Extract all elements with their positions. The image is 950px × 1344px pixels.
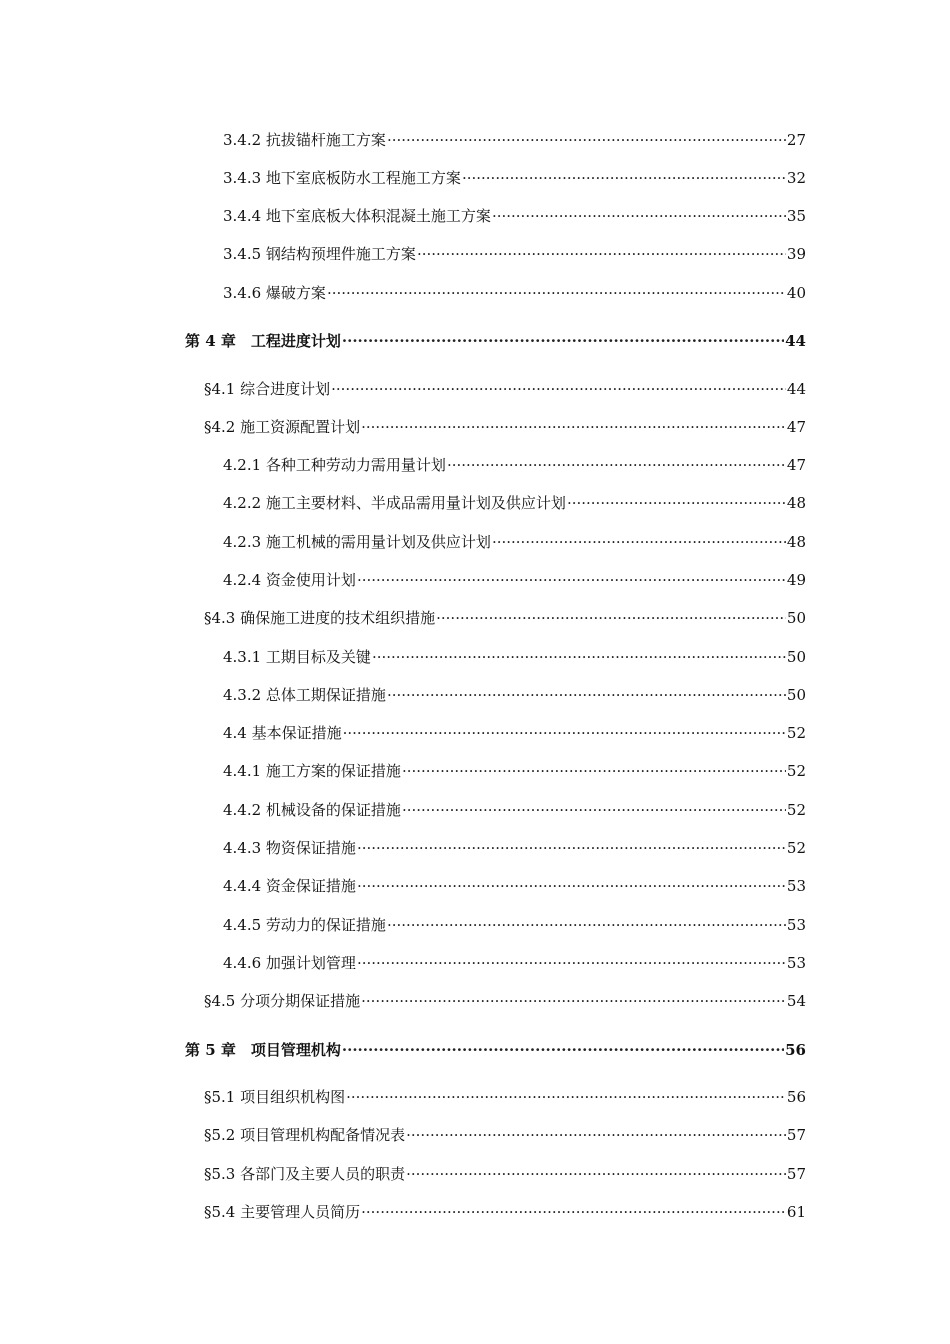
toc-entry [223,283,806,303]
toc-entry [223,647,806,667]
toc-dot-leader [406,1125,786,1145]
toc-dot-leader [492,532,786,552]
toc-section-title: §5.2 项目管理机构配备情况表 [204,1126,406,1144]
toc-entry [223,876,806,896]
toc-section-entry [204,608,806,628]
toc-dot-leader [357,953,786,973]
toc-entry-title: 4.2.4 资金使用计划 [223,571,356,589]
toc-dot-leader [402,761,786,781]
toc-section-entry [204,417,806,437]
toc-entry [223,244,806,264]
toc-entry [223,723,806,743]
toc-chapter-title: 第 5 章 项目管理机构 [185,1041,341,1059]
toc-entry [223,455,806,475]
toc-entry [223,493,806,513]
toc-dot-leader [342,331,784,351]
toc-entry-page: 48 [786,494,806,512]
toc-dot-leader [357,570,786,590]
toc-section-title: §4.3 确保施工进度的技术组织措施 [204,609,436,627]
toc-section-entry [204,1087,806,1107]
toc-entry [223,206,806,226]
toc-entry-page: 40 [786,284,806,302]
toc-entry [223,532,806,552]
toc-entry [223,130,806,150]
toc-chapter-page: 44 [785,332,806,350]
toc-section-entry [204,1125,806,1145]
toc-section-entry [204,1202,806,1222]
toc-dot-leader [567,493,786,513]
toc-section-title: §4.2 施工资源配置计划 [204,418,361,436]
toc-entry-title: 4.4.2 机械设备的保证措施 [223,801,401,819]
toc-entry-page: 27 [786,131,806,149]
toc-entry-page: 53 [786,877,806,895]
toc-dot-leader [343,723,786,743]
toc-dot-leader [387,685,786,705]
toc-section-page: 57 [786,1126,806,1144]
toc-entry-title: 4.4.1 施工方案的保证措施 [223,762,401,780]
toc-section-page: 54 [786,992,806,1010]
toc-entry-page: 48 [786,533,806,551]
toc-dot-leader [436,608,786,628]
toc-entry-page: 52 [786,724,806,742]
toc-section-page: 57 [786,1165,806,1183]
toc-entry-page: 53 [786,954,806,972]
toc-section-page: 61 [786,1203,806,1221]
toc-section-page: 56 [786,1088,806,1106]
toc-entry-title: 3.4.4 地下室底板大体积混凝土施工方案 [223,207,491,225]
toc-dot-leader [361,417,786,437]
toc-section-title: §5.1 项目组织机构图 [204,1088,346,1106]
toc-entry-page: 35 [786,207,806,225]
toc-entry-title: 3.4.5 钢结构预埋件施工方案 [223,245,416,263]
toc-entry-title: 4.4.4 资金保证措施 [223,877,356,895]
toc-dot-leader [402,800,786,820]
toc-dot-leader [327,283,786,303]
toc-dot-leader [406,1164,786,1184]
toc-entry [223,168,806,188]
toc-entry-page: 47 [786,456,806,474]
toc-chapter-page: 56 [785,1041,806,1059]
toc-entry-page: 32 [786,169,806,187]
toc-entry-title: 4.4.5 劳动力的保证措施 [223,916,386,934]
toc-entry-page: 52 [786,762,806,780]
toc-entry-page: 50 [786,686,806,704]
toc-dot-leader [331,379,786,399]
toc-entry [223,761,806,781]
toc-chapter-entry [185,331,806,351]
toc-entry [223,953,806,973]
toc-dot-leader [357,876,786,896]
toc-entry [223,915,806,935]
toc-dot-leader [387,130,786,150]
toc-entry [223,685,806,705]
toc-section-entry [204,379,806,399]
toc-entry-title: 4.2.2 施工主要材料、半成品需用量计划及供应计划 [223,494,566,512]
toc-section-title: §5.3 各部门及主要人员的职责 [204,1165,406,1183]
toc-section-title: §4.1 综合进度计划 [204,380,331,398]
toc-entry-page: 53 [786,916,806,934]
toc-entry-page: 49 [786,571,806,589]
toc-entry-title: 4.3.2 总体工期保证措施 [223,686,386,704]
toc-entry-title: 3.4.2 抗拔锚杆施工方案 [223,131,386,149]
toc-entry [223,838,806,858]
toc-section-title: §5.4 主要管理人员简历 [204,1203,361,1221]
toc-entry [223,570,806,590]
toc-dot-leader [417,244,786,264]
toc-dot-leader [346,1087,786,1107]
toc-section-entry [204,1164,806,1184]
toc-entry-title: 4.4.6 加强计划管理 [223,954,356,972]
toc-dot-leader [492,206,786,226]
toc-section-entry [204,991,806,1011]
toc-dot-leader [357,838,786,858]
toc-dot-leader [387,915,786,935]
toc-dot-leader [372,647,786,667]
toc-section-title: §4.5 分项分期保证措施 [204,992,361,1010]
toc-dot-leader [342,1040,784,1060]
toc-section-page: 50 [786,609,806,627]
toc-entry-title: 3.4.6 爆破方案 [223,284,326,302]
toc-dot-leader [462,168,786,188]
toc-entry-page: 50 [786,648,806,666]
toc-entry-title: 4.4.3 物资保证措施 [223,839,356,857]
toc-entry-title: 4.2.3 施工机械的需用量计划及供应计划 [223,533,491,551]
toc-entry-title: 3.4.3 地下室底板防水工程施工方案 [223,169,461,187]
toc-dot-leader [447,455,786,475]
toc-entry-page: 39 [786,245,806,263]
toc-entry-page: 52 [786,839,806,857]
toc-dot-leader [361,991,786,1011]
toc-entry [223,800,806,820]
toc-entry-title: 4.2.1 各种工种劳动力需用量计划 [223,456,446,474]
toc-dot-leader [361,1202,786,1222]
toc-entry-page: 52 [786,801,806,819]
toc-section-page: 44 [786,380,806,398]
toc-section-page: 47 [786,418,806,436]
toc-chapter-title: 第 4 章 工程进度计划 [185,332,341,350]
toc-entry-title: 4.3.1 工期目标及关键 [223,648,371,666]
toc-entry-title: 4.4 基本保证措施 [223,724,342,742]
toc-chapter-entry [185,1040,806,1060]
